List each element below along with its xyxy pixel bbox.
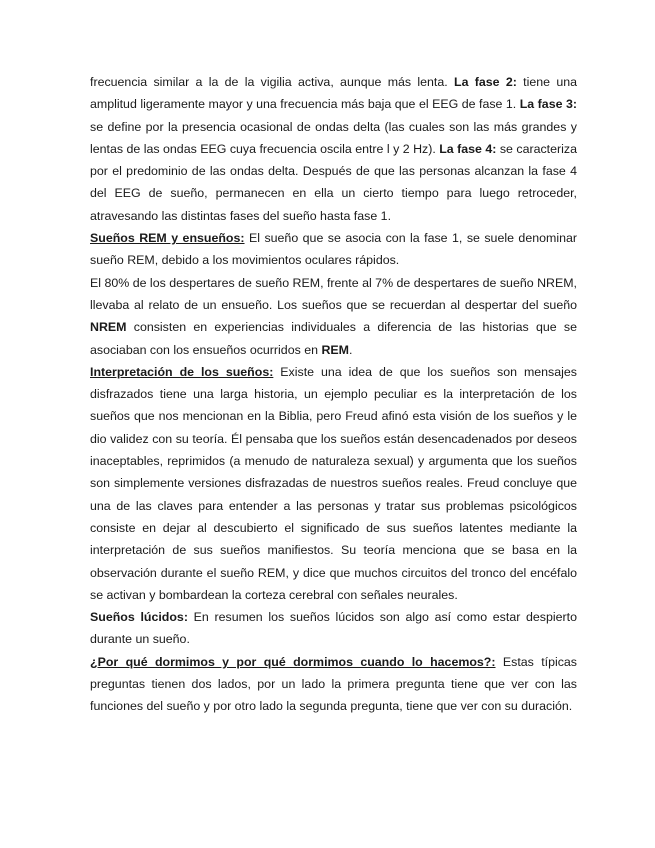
paragraph-text: consisten en experiencias individuales a diferencia de las historias que se asociaban con los ensueños ocurridos en	[90, 320, 577, 357]
paragraph-suenos-lucidos	[90, 606, 577, 651]
bold-term-nrem: NREM	[90, 320, 127, 335]
section-heading: Interpretación de los sueños:	[90, 364, 274, 379]
paragraph-text: En resumen los sueños lúcidos son algo así como estar despierto durante un sueño.	[90, 610, 577, 647]
bold-term-fase-4: La fase 4:	[439, 141, 497, 156]
bold-term-fase-3: La fase 3:	[519, 97, 577, 112]
paragraph-eeg-phases	[90, 71, 577, 227]
paragraph-rem-statistics	[90, 272, 577, 361]
paragraph-por-que-dormimos	[90, 651, 577, 718]
paragraph-text: Existe una idea de que los sueños son mensajes disfrazados tiene una larga historia, un ejemplo peculiar es la interpretación de los sueños que nos mencionan en la Biblia, pero Freud afinó esta visión de los sueños y le dio validez con su teoría. Él pensaba que los sueños están desencadenados por deseos inaceptables, reprimidos (a menudo de naturaleza sexual) y argumenta que los sueños son simplemente versiones disfrazadas de nuestros sueños reales. Freud concluye que una de las claves para entender a las personas y tratar sus problemas psicológicos consiste en dejar al descubierto el significado de sus sueños latentes mediante la interpretación de sus sueños manifiestos. Su teoría menciona que se basa en la observación durante el sueño REM, y dice que muchos circuitos del tronco del encéfalo se activan y bombardean la corteza cerebral con señales neurales.	[90, 364, 577, 602]
paragraph-text: tiene una amplitud ligeramente mayor y una frecuencia más baja que el EEG de fase 1.	[90, 75, 577, 112]
paragraph-text: se define por la presencia ocasional de ondas delta (las cuales son las más grandes y lentas de las ondas EEG cuya frecuencia oscila entre l y 2 Hz).	[90, 119, 577, 156]
paragraph-interpretacion	[90, 361, 577, 606]
section-heading: ¿Por qué dormimos y por qué dormimos cuando lo hacemos?:	[90, 654, 496, 669]
paragraph-text: se caracteriza por el predominio de las ondas delta. Después de que las personas alcanzan la fase 4 del EEG de sueño, permanecen en ella un cierto tiempo para luego retroceder, atravesando las distintas fases del sueño hasta fase 1.	[90, 141, 577, 223]
paragraph-text: Estas típicas preguntas tienen dos lados, por un lado la primera pregunta tiene que ver con las funciones del sueño y por otro lado la segunda pregunta, tiene que ver con su duración.	[90, 654, 578, 714]
paragraph-text: .	[349, 342, 353, 357]
paragraph-suenos-rem	[90, 227, 577, 272]
bold-term-fase-2: La fase 2:	[454, 75, 517, 89]
paragraph-text: El sueño que se asocia con la fase 1, se suele denominar sueño REM, debido a los movimientos oculares rápidos.	[90, 231, 577, 268]
section-heading: Sueños REM y ensueños:	[90, 231, 245, 246]
bold-term-rem: REM	[321, 342, 349, 357]
paragraph-text: El 80% de los despertares de sueño REM, frente al 7% de despertares de sueño NREM, llevaba al relato de un ensueño. Los sueños que se recuerdan al despertar del sueño	[90, 275, 577, 312]
section-heading: Sueños lúcidos:	[90, 610, 188, 625]
paragraph-text: frecuencia similar a la de la vigilia activa, aunque más lenta.	[90, 75, 454, 89]
